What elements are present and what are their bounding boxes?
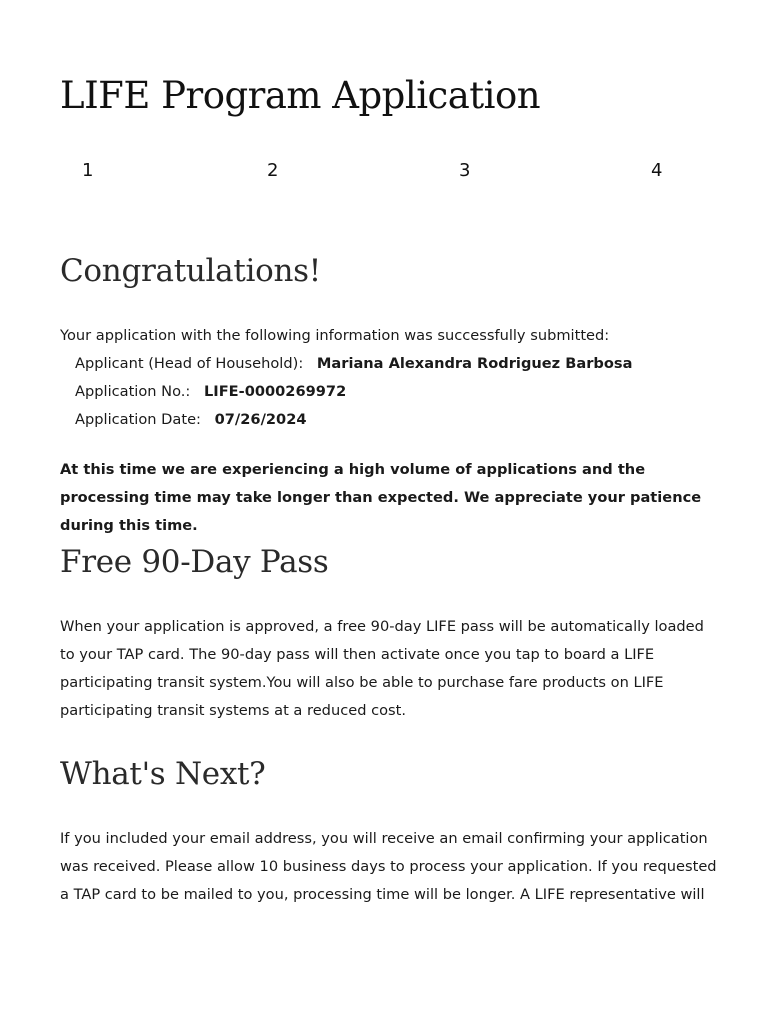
application-date-label: Application Date: xyxy=(75,411,201,428)
high-volume-notice: At this time we are experiencing a high volume of applications and the processing time may take longer than expected. We appreciate your patience during this time. xyxy=(60,461,702,534)
free-pass-heading: Free 90-Day Pass xyxy=(60,544,329,580)
application-number-row xyxy=(75,378,346,406)
whats-next-heading: What's Next? xyxy=(60,756,266,792)
application-date-row xyxy=(75,406,307,434)
application-number-value: LIFE-0000269972 xyxy=(203,383,347,400)
applicant-row xyxy=(75,350,632,378)
step-3[interactable]: 3 xyxy=(459,160,471,181)
submission-intro: Your application with the following information was successfully submitted: xyxy=(60,327,610,344)
step-1[interactable]: 1 xyxy=(82,160,94,181)
step-4[interactable]: 4 xyxy=(651,160,663,181)
application-number-label: Application No.: xyxy=(75,383,191,400)
applicant-value: Mariana Alexandra Rodriguez Barbosa xyxy=(316,355,633,372)
applicant-label: Applicant (Head of Household): xyxy=(75,355,304,372)
congratulations-heading: Congratulations! xyxy=(60,253,321,289)
step-indicator xyxy=(0,160,768,186)
free-pass-description: When your application is approved, a free 90-day LIFE pass will be automatically loaded to your TAP card. The 90-day pass will then activate once you tap to board a LIFE participating transit system.You will also be able to purchase fare products on LIFE participating transit systems at a reduced cost. xyxy=(60,618,704,719)
step-2[interactable]: 2 xyxy=(267,160,279,181)
application-date-value: 07/26/2024 xyxy=(214,411,307,428)
whats-next-description: If you included your email address, you will receive an email confirming your application was received. Please allow 10 business days to process your application. If you requested a TAP card to be mailed to you, processing time will be longer. A LIFE representative will xyxy=(60,830,717,903)
page-title: LIFE Program Application xyxy=(60,74,541,117)
